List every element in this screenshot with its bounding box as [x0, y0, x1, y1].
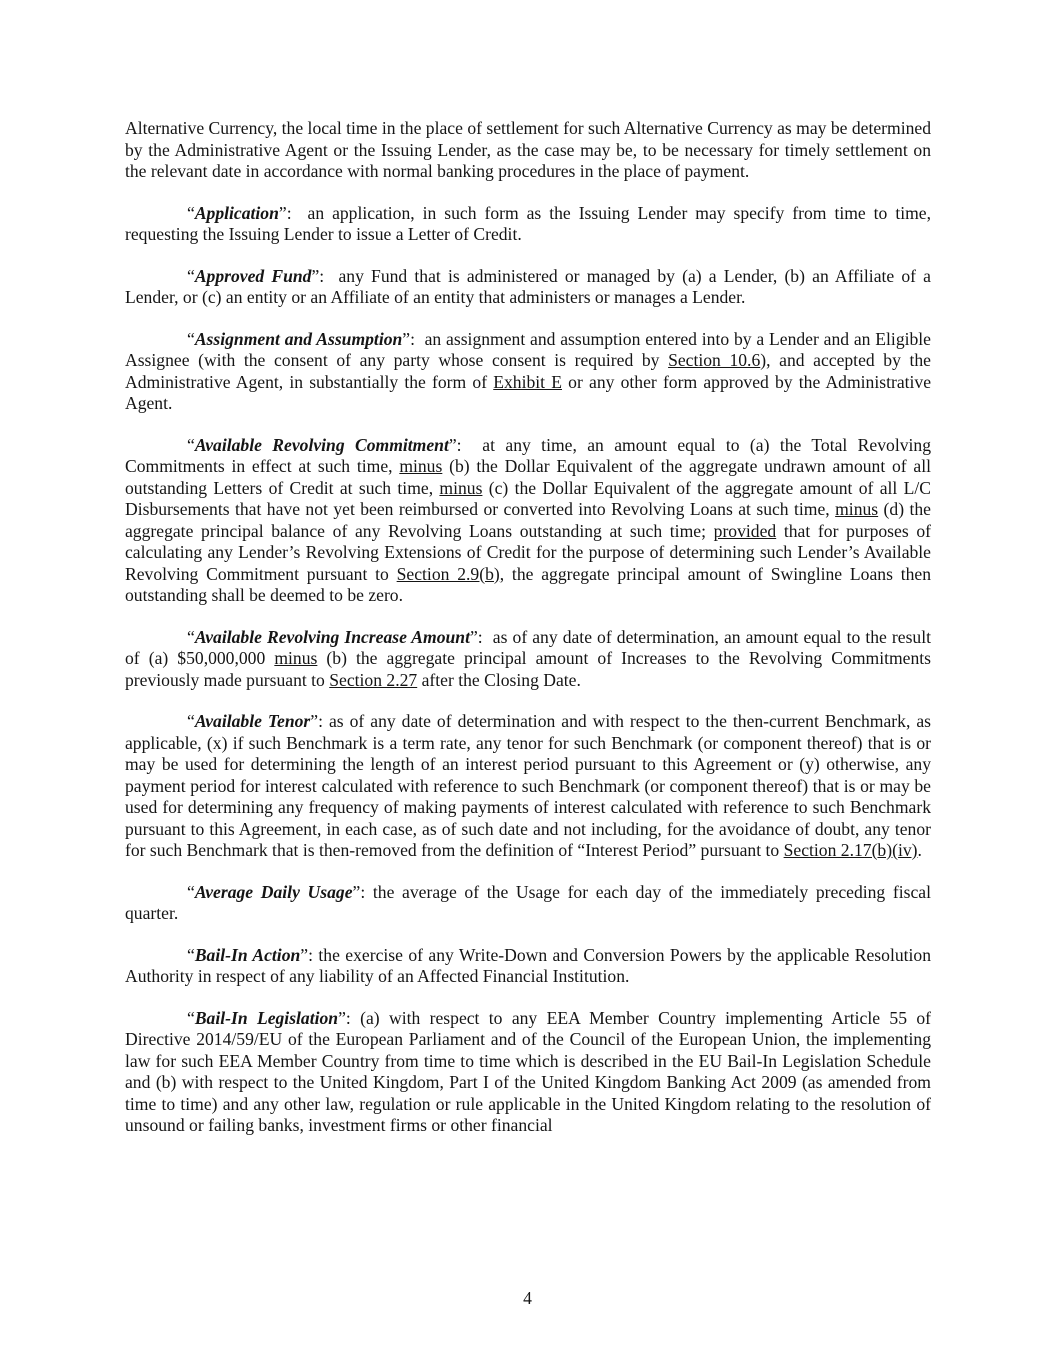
text-run: ”: (a) with respect to any EEA Member Country implementing Article 55 of Directive 2014/59/EU of the European Parliament and of the Council of the European Union, the implementing law for such EEA Member Country from time to time which is described in the EU Bail-In Legislation Schedule and (b) with respect to the United Kingdom, Part I of the United Kingdom Banking Act 2009 (as amended from time to time) and any other law, regulation or rule applicable in the United Kingdom relating to the resolution of unsound or failing banks, investment firms or other financial	[125, 1007, 932, 1135]
text-run: ”: at any time, an amount equal to (a) the Total Revolving Commitments in effect at such time,	[125, 434, 931, 476]
defined-term: Available Revolving Commitment	[194, 434, 449, 455]
paragraph	[125, 266, 931, 309]
section-reference: minus	[439, 477, 483, 498]
text-run: .	[917, 840, 922, 860]
paragraph	[125, 1008, 931, 1137]
defined-term: Available Revolving Increase Amount	[194, 626, 470, 647]
section-reference: provided	[713, 520, 777, 541]
text-run: ”: as of any date of determination and with respect to the then-current Benchmark, as applicable, (x) if such Benchmark is a term rate, any tenor for such Benchmark (or component thereof) that is or may be used for determining the length of an interest period pursuant to this Agreement or (y) otherwise, any payment period for interest calculated with reference to such Benchmark (or component thereof) that is or may be used for determining any frequency of making payments of interest calculated with reference to such Benchmark pursuant to this Agreement, in each case, as of such date and not including, for the avoidance of doubt, any tenor for such Benchmark that is then-removed from the definition of “Interest Period” pursuant to	[125, 711, 931, 860]
defined-term: Bail-In Legislation	[194, 1007, 339, 1028]
paragraph	[125, 118, 931, 183]
text-run: “	[187, 202, 195, 223]
text-run: ”: the average of the Usage for each day of the immediately preceding fiscal quarter.	[125, 881, 932, 923]
section-reference: minus	[399, 456, 443, 476]
text-run: ”: any Fund that is administered or managed by (a) a Lender, (b) an Affiliate of a Lender, or (c) an entity or an Affiliate of an entity that administers or manages a Lender.	[125, 265, 931, 307]
section-reference: Exhibit E	[493, 371, 562, 392]
text-run: or any other form approved by the Administrative Agent.	[125, 371, 932, 413]
defined-term: Approved Fund	[194, 265, 312, 286]
section-reference: Section 2.9(b)	[396, 563, 500, 584]
defined-term: Application	[194, 202, 279, 223]
text-run: “	[187, 265, 195, 286]
text-run: Alternative Currency, the local time in the place of settlement for such Alternative Currency as may be determined by the Administrative Agent or the Issuing Lender, as the case may be, to be necessary for timely settlement on the relevant date in accordance with normal banking procedures in the place of payment.	[125, 118, 931, 181]
page-number: 4	[523, 1288, 532, 1308]
section-reference: minus	[274, 648, 318, 668]
text-run: after the Closing Date.	[417, 669, 581, 690]
paragraph	[125, 627, 931, 692]
text-run: “	[187, 944, 195, 965]
text-run: “	[187, 1007, 195, 1028]
text-run: “	[187, 881, 195, 902]
text-run: (c) the Dollar Equivalent of the aggregate amount of all L/C Disbursements that have not yet been reimbursed or converted into Revolving Loans at such time,	[125, 477, 932, 519]
text-run: “	[187, 711, 195, 731]
text-run: “	[187, 626, 195, 647]
text-run: ”: an assignment and assumption entered into by a Lender and an Eligible Assignee (with the consent of any party whose consent is required by	[125, 328, 931, 370]
text-run: (b) the Dollar Equivalent of the aggregate undrawn amount of all outstanding Letters of Credit at such time,	[125, 456, 932, 498]
text-run: , the aggregate principal amount of Swingline Loans then outstanding shall be deemed to be zero.	[125, 563, 932, 605]
defined-term: Available Tenor	[194, 711, 311, 731]
section-reference: minus	[835, 499, 879, 519]
defined-term: Assignment and Assumption	[194, 328, 403, 349]
paragraph	[125, 882, 931, 925]
text-run: (d) the aggregate principal balance of any Revolving Loans outstanding at such time;	[125, 499, 931, 541]
section-reference: Section 2.27	[329, 669, 418, 690]
paragraph	[125, 711, 931, 862]
text-run: (b) the aggregate principal amount of Increases to the Revolving Commitments previously made pursuant to	[125, 648, 931, 690]
text-run: ”: an application, in such form as the Issuing Lender may specify from time to time, requesting the Issuing Lender to issue a Letter of Credit.	[125, 202, 931, 244]
text-run: “	[187, 434, 195, 455]
section-reference: Section 2.17(b)(iv)	[783, 840, 918, 860]
paragraph	[125, 945, 931, 988]
defined-term: Average Daily Usage	[194, 881, 353, 902]
paragraph	[125, 203, 931, 246]
text-run: ), and accepted by the Administrative Agent, in substantially the form of	[125, 350, 931, 392]
document-body	[125, 118, 931, 1137]
text-run: ”: as of any date of determination, an amount equal to the result of (a) $50,000,000	[125, 626, 931, 668]
text-run: “	[187, 328, 195, 349]
text-run: that for purposes of calculating any Lender’s Revolving Extensions of Credit for the purpose of determining such Lender’s Available Revolving Commitment pursuant to	[125, 520, 931, 584]
paragraph	[125, 435, 931, 607]
section-reference: Section 10.6	[668, 350, 761, 370]
text-run: ”: the exercise of any Write-Down and Conversion Powers by the applicable Resolution Authority in respect of any liability of an Affected Financial Institution.	[125, 944, 931, 986]
paragraph	[125, 329, 931, 415]
defined-term: Bail-In Action	[194, 944, 301, 965]
